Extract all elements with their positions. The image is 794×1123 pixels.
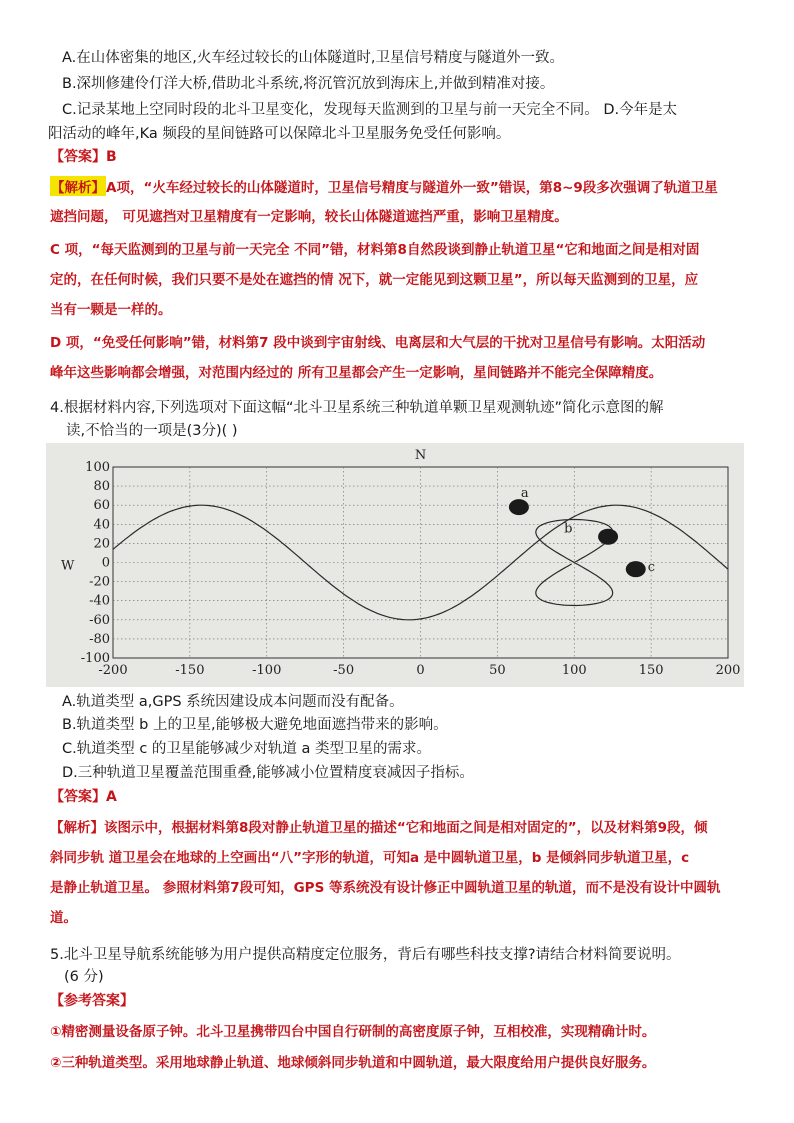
y-tick-label: 0 bbox=[101, 555, 110, 571]
x-tick-label: -100 bbox=[252, 663, 282, 678]
x-tick-label: -150 bbox=[175, 663, 205, 678]
q3-analysis-line: 遮挡问题， 可见遮挡对卫星精度有一定影响，较长山体隧道遮挡严重，影响卫星精度。 bbox=[50, 209, 568, 225]
satellite-c bbox=[626, 561, 646, 577]
y-tick-label: 60 bbox=[93, 498, 110, 514]
analysis-tag: 【解析】 bbox=[50, 176, 106, 196]
q4-option-d: D.三种轨道卫星覆盖范围重叠,能够减小位置精度衰减因子指标。 bbox=[62, 765, 474, 781]
x-tick-label: 150 bbox=[638, 663, 664, 678]
q3-analysis-line: 定的，在任何时候，我们只要不是处在遮挡的情 况下，就一定能见到这颗卫星”，所以每天监测到的卫星，应 bbox=[50, 272, 699, 288]
y-tick-label: -100 bbox=[80, 651, 110, 666]
y-tick-label: 100 bbox=[85, 460, 110, 475]
q4-stem: 4.根据材料内容,下列选项对下面这幅“北斗卫星系统三种轨道单颗卫星观测轨迹”简化示意图的解 bbox=[50, 400, 664, 416]
orbit-label-b: b bbox=[564, 521, 573, 537]
answer-tag: 【答案】 bbox=[50, 789, 106, 805]
west-label: W bbox=[61, 558, 75, 574]
q3-answer bbox=[50, 146, 117, 166]
orbit-track-svg bbox=[46, 443, 744, 687]
answer-tag: 【答案】 bbox=[50, 149, 106, 165]
q3-option-a: A.在山体密集的地区,火车经过较长的山体隧道时,卫星信号精度与隧道外一致。 bbox=[62, 50, 564, 66]
orbit-label-a: a bbox=[520, 486, 529, 502]
y-tick-label: -80 bbox=[89, 631, 110, 647]
x-tick-label: 100 bbox=[561, 663, 587, 678]
analysis-tag: 【解析】 bbox=[50, 820, 104, 836]
q5-stem-cont: (6 分) bbox=[64, 969, 104, 985]
x-tick-label: -50 bbox=[333, 663, 355, 678]
y-tick-label: 40 bbox=[93, 517, 110, 533]
q5-answer-1: ①精密测量设备原子钟。北斗卫星携带四台中国自行研制的高密度原子钟，互相校准，实现精确计时。 bbox=[50, 1024, 656, 1040]
q4-option-c: C.轨道类型 c 的卫星能够减少对轨道 a 类型卫星的需求。 bbox=[62, 741, 432, 757]
q5-reference-tag: 【参考答案】 bbox=[50, 993, 134, 1009]
q3-analysis-line: 当有一颗是一样的。 bbox=[50, 302, 172, 318]
satellite-a bbox=[509, 499, 529, 515]
q4-analysis-line: 道。 bbox=[50, 910, 77, 926]
q5-stem: 5.北斗卫星导航系统能够为用户提供高精度定位服务，背后有哪些科技支撑?请结合材料简要说明。 bbox=[50, 947, 681, 963]
q4-analysis-line: 斜同步轨 道卫星会在地球的上空画出“八”字形的轨道，可知a 是中圆轨道卫星，b 是倾斜同步轨道卫星，c bbox=[50, 850, 690, 866]
orbit-label-c: c bbox=[647, 560, 656, 576]
x-tick-label: 0 bbox=[416, 663, 425, 678]
q4-analysis-line: 是静止轨道卫星。 参照材料第7段可知，GPS 等系统没有设计修正中圆轨道卫星的轨道，而不是没有设计中圆轨 bbox=[50, 880, 721, 896]
q5-answer-2: ②三种轨道类型。采用地球静止轨道、地球倾斜同步轨道和中圆轨道，最大限度给用户提供良好服务。 bbox=[50, 1055, 656, 1071]
q3-analysis-line: 峰年这些影响都会增强，对范围内经过的 所有卫星都会产生一定影响，星间链路并不能完全保障精度。 bbox=[50, 365, 663, 381]
q4-option-a: A.轨道类型 a,GPS 系统因建设成本问题而没有配备。 bbox=[62, 694, 404, 710]
q3-analysis-line: C 项，“每天监测到的卫星与前一天完全 不同”错，材料第8自然段谈到静止轨道卫星“它和地面之间是相对固 bbox=[50, 242, 700, 258]
x-tick-label: 50 bbox=[489, 663, 506, 678]
q4-stem-cont: 读,不恰当的一项是(3分)( ) bbox=[66, 423, 238, 439]
q3-analysis-line: 【解析】A项，“火车经过较长的山体隧道时，卫星信号精度与隧道外一致”错误，第8~9段多次强调了轨道卫星 bbox=[50, 176, 718, 196]
y-tick-label: 80 bbox=[93, 479, 110, 495]
q4-analysis-line: 【解析】该图示中，根据材料第8段对静止轨道卫星的描述“它和地面之间是相对固定的”，以及材料第9段，倾 bbox=[50, 820, 708, 836]
answer-value: B bbox=[106, 149, 117, 165]
q3-option-b: B.深圳修建伶仃洋大桥,借助北斗系统,将沉管沉放到海床上,并做到精准对接。 bbox=[62, 76, 555, 92]
satellite-b bbox=[598, 529, 618, 545]
y-tick-label: 20 bbox=[93, 536, 110, 552]
q3-option-d-cont: 阳活动的峰年,Ka 频段的星间链路可以保障北斗卫星服务免受任何影响。 bbox=[48, 126, 511, 142]
q3-option-c-d: C.记录某地上空同时段的北斗卫星变化，发现每天监测到的卫星与前一天完全不同。 D.今年是太 bbox=[62, 102, 678, 118]
x-tick-label: 200 bbox=[715, 663, 741, 678]
q4-option-b: B.轨道类型 b 上的卫星,能够极大避免地面遮挡带来的影响。 bbox=[62, 717, 448, 733]
y-tick-label: -60 bbox=[89, 612, 110, 628]
y-tick-label: -20 bbox=[89, 574, 110, 590]
orbit-track-chart bbox=[46, 443, 744, 687]
x-tick-label: -200 bbox=[98, 663, 128, 678]
q4-answer bbox=[50, 786, 117, 806]
y-tick-label: -40 bbox=[89, 593, 110, 609]
q3-analysis-line: D 项，“免受任何影响”错，材料第7 段中谈到宇宙射线、电离层和大气层的干扰对卫星信号有影响。太阳活动 bbox=[50, 335, 706, 351]
north-label: N bbox=[414, 448, 427, 463]
answer-value: A bbox=[106, 789, 117, 805]
